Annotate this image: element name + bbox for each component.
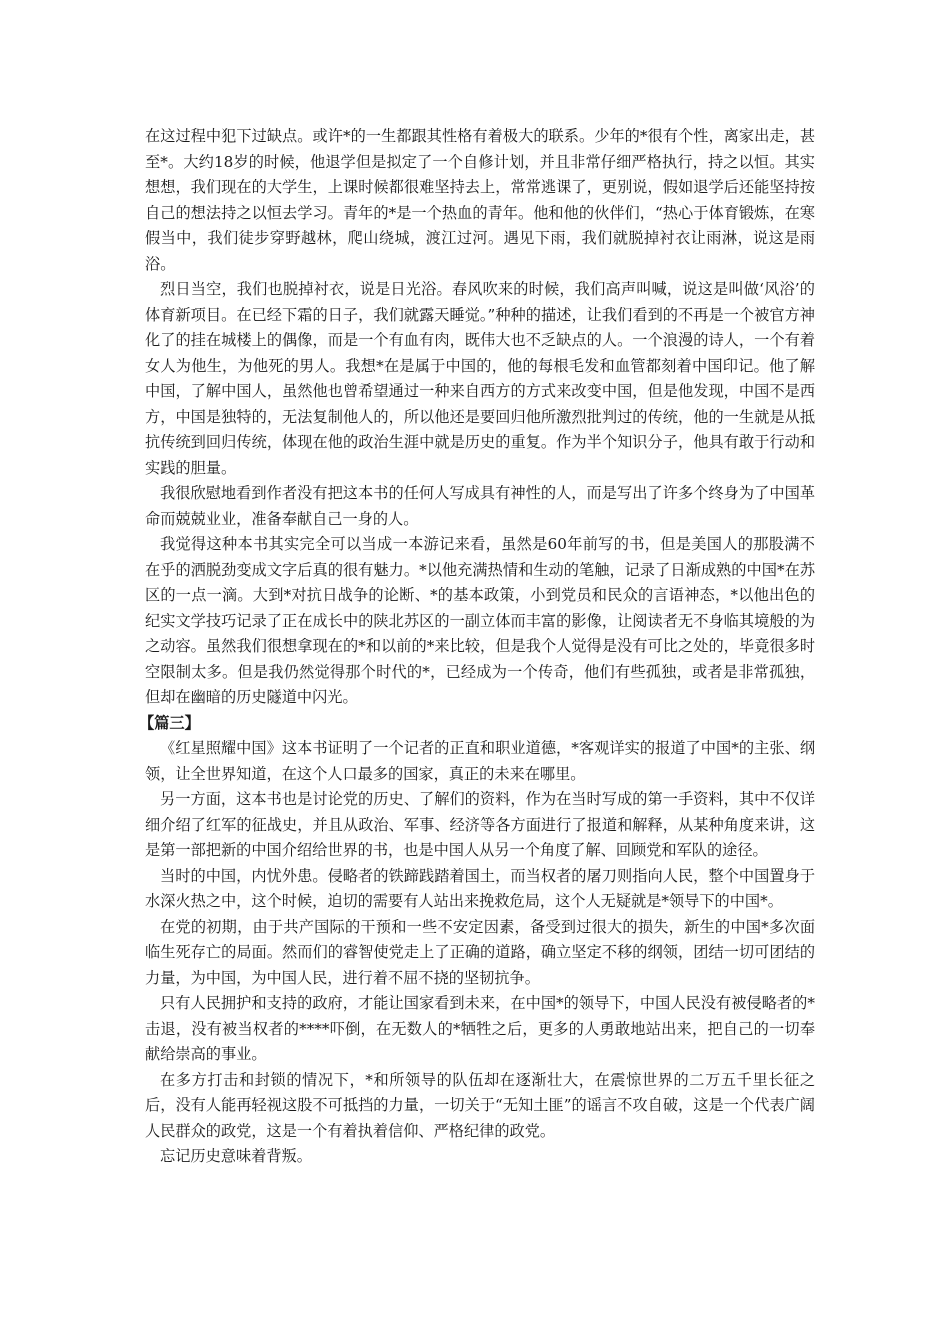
paragraph: 在多方打击和封锁的情况下，*和所领导的队伍却在逐渐壮大，在震惊世界的二万五千里长征之后，没有人能再轻视这股不可抵挡的力量，一切关于“无知土匪”的谣言不攻自破，这是一个代表广阔人民群众的政党，这是一个有着执着信仰、严格纪律的政党。 xyxy=(145,1070,815,1140)
paragraph: 我很欣慰地看到作者没有把这本书的任何人写成具有神性的人，而是写出了许多个终身为了中国革命而兢兢业业，准备奉献自己一身的人。 xyxy=(145,484,815,528)
paragraph-continued: 在这过程中犯下过缺点。或许*的一生都跟其性格有着极大的联系。少年的*很有个性，离家出走，甚至*。大约18岁的时候，他退学但是拟定了一个自修计划，并且非常仔细严格执行，持之以恒。其实想想，我们现在的大学生，上课时候都很难坚持去上，常常逃课了，更别说，假如退学后还能坚持按自己的想法持之以恒去学习。青年的*是一个热血的青年。他和他的伙伴们，“热心于体育锻炼，在寒假当中，我们徒步穿野越林，爬山绕城，渡江过河。遇见下雨，我们就脱掉衬衣让雨淋，说这是雨浴。 xyxy=(145,127,815,273)
document-body xyxy=(139,124,815,1170)
paragraph: 在党的初期，由于共产国际的干预和一些不安定因素，备受到过很大的损失，新生的中国*多次面临生死存亡的局面。然而们的睿智使党走上了正确的道路，确立坚定不移的纲领，团结一切可团结的力量，为中国，为中国人民，进行着不屈不挠的坚韧抗争。 xyxy=(145,917,815,987)
paragraph: 忘记历史意味着背叛。 xyxy=(160,1147,312,1165)
paragraph: 只有人民拥护和支持的政府，才能让国家看到未来，在中国*的领导下，中国人民没有被侵略者的*击退，没有被当权者的****吓倒，在无数人的*牺牲之后，更多的人勇敢地站出来，把自己的一切奉献给崇高的事业。 xyxy=(145,994,815,1063)
paragraph: 烈日当空，我们也脱掉衬衣，说是日光浴。春风吹来的时候，我们高声叫喊，说这是叫做‘风浴’的体育新项目。在已经下霜的日子，我们就露天睡觉。”种种的描述，让我们看到的不再是一个被官方神化了的挂在城楼上的偶像，而是一个有血有肉，既伟大也不乏缺点的人。一个浪漫的诗人，一个有着女人为他生，为他死的男人。我想*在是属于中国的，他的每根毛发和血管都刻着中国印记。他了解中国，了解中国人，虽然他也曾希望通过一种来自西方的方式来改变中国，但是他发现，中国不是西方，中国是独特的，无法复制他人的，所以他还是要回归他所激烈批判过的传统，他的一生就是从抵抗传统到回归传统，体现在他的政治生涯中就是历史的重复。作为半个知识分子，他具有敢于行动和实践的胆量。 xyxy=(145,280,815,477)
paragraph: 另一方面，这本书也是讨论党的历史、了解们的资料，作为在当时写成的第一手资料，其中不仅详细介绍了红军的征战史，并且从政治、军事、经济等各方面进行了报道和解释，从某种角度来讲，这是第一部把新的中国介绍给世界的书，也是中国人从另一个角度了解、回顾党和军队的途径。 xyxy=(145,790,815,859)
section-heading: 【篇三】 xyxy=(139,713,200,732)
paragraph: 当时的中国，内忧外患。侵略者的铁蹄践踏着国土，而当权者的屠刀则指向人民，整个中国置身于水深火热之中，这个时候，迫切的需要有人站出来挽救危局，这个人无疑就是*领导下的中国*。 xyxy=(145,866,815,910)
paragraph: 《红星照耀中国》这本书证明了一个记者的正直和职业道德，*客观详实的报道了中国*的主张、纲领，让全世界知道，在这个人口最多的国家，真正的未来在哪里。 xyxy=(145,739,815,783)
paragraph: 我觉得这种本书其实完全可以当成一本游记来看，虽然是60年前写的书，但是美国人的那股满不在乎的洒脱劲变成文字后真的很有魅力。*以他充满热情和生动的笔触，记录了日渐成熟的中国*在苏区的一点一滴。大到*对抗日战争的论断、*的基本政策，小到党员和民众的言语神态，*以他出色的纪实文学技巧记录了正在成长中的陕北苏区的一副立体而丰富的影像，让阅读者无不身临其境般的为之动容。虽然我们很想拿现在的*和以前的*来比较，但是我个人觉得是没有可比之处的，毕竟很多时空限制太多。但是我仍然觉得那个时代的*，已经成为一个传奇，他们有些孤独，或者是非常孤独，但却在幽暗的历史隧道中闪光。 xyxy=(145,535,815,706)
